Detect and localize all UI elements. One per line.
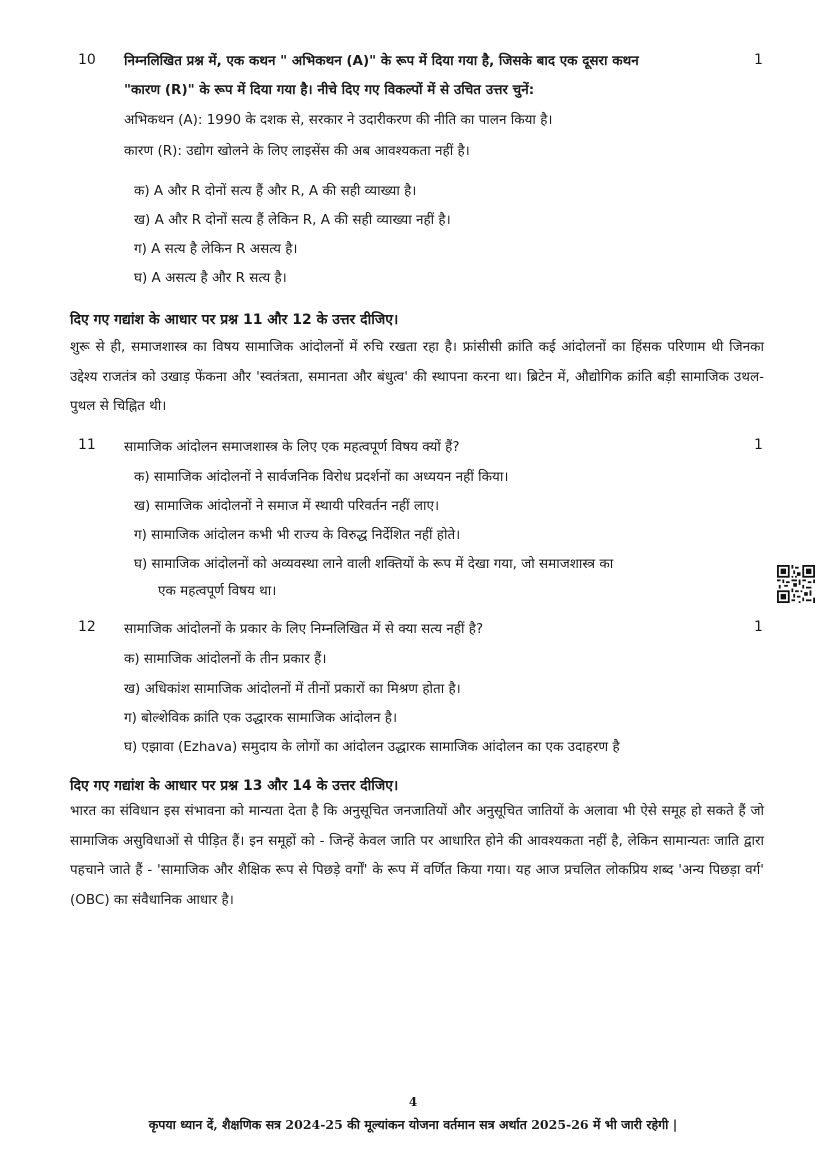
q12-question: सामाजिक आंदोलनों के प्रकार के लिए निम्नलिखित में से क्या सत्य नहीं है? [124,621,484,637]
q12-option-c: ग) बोल्शेविक क्रांति एक उद्धारक सामाजिक आंदोलन है। [124,710,398,726]
q10-option-b: ख) A और R दोनों सत्य हैं लेकिन R, A की सही व्याख्या नहीं है। [134,212,451,228]
question-number: 12 [78,619,96,635]
q10-instruction-line1: निम्नलिखित प्रश्न में, एक कथन " अभिकथन (A)" के रूप में दिया गया है, जिसके बाद एक दूसरा कथन [124,53,639,69]
question-marks: 1 [754,52,763,68]
question-number: 10 [78,52,96,68]
q12-option-b: ख) अधिकांश सामाजिक आंदोलनों में तीनों प्रकारों का मिश्रण होता है। [124,681,461,697]
q11-option-a: क) सामाजिक आंदोलनों ने सार्वजनिक विरोध प्रदर्शनों का अध्ययन नहीं किया। [134,469,509,485]
question-marks: 1 [754,619,763,635]
q11-option-c: ग) सामाजिक आंदोलन कभी भी राज्य के विरुद्ध निर्देशित नहीं होते। [134,527,461,543]
question-number: 11 [78,437,96,453]
q11-question: सामाजिक आंदोलन समाजशास्त्र के लिए एक महत्वपूर्ण विषय क्यों हैं? [124,439,460,455]
passage1-heading: दिए गए गद्यांश के आधार पर प्रश्न 11 और 12 के उत्तर दीजिए। [70,312,399,328]
q10-option-c: ग) A सत्य है लेकिन R असत्य है। [134,241,298,257]
question-marks: 1 [754,437,763,453]
q11-option-b: ख) सामाजिक आंदोलनों ने समाज में स्थायी परिवर्तन नहीं लाए। [134,498,440,514]
passage1-text: शुरू से ही, समाजशास्त्र का विषय सामाजिक आंदोलनों में रुचि रखता रहा है। फ्रांसीसी क्रांति कई आंदोलनों का हिंसक परिणाम थी जिनका उद्देश्य राजतंत्र को उखाड़ फेंकना और 'स्वतंत्रता, समानता और बंधुत्व' की स्थापना करना था। ब्रिटेन में, औद्योगिक क्रांति बड़ी सामाजिक उथल-पुथल से चिह्नित थी। [70,339,764,415]
q10-option-a: क) A और R दोनों सत्य हैं और R, A की सही व्याख्या है। [134,183,417,199]
q10-instruction-line2: "कारण (R)" के रूप में दिया गया है। नीचे दिए गए विकल्पों में से उचित उत्तर चुनें: [124,82,535,98]
qr-code [777,565,815,603]
q12-option-a: क) सामाजिक आंदोलनों के तीन प्रकार हैं। [124,651,327,667]
footer-note: कृपया ध्यान दें, शैक्षणिक सत्र 2024-25 की मूल्यांकन योजना वर्तमान सत्र अर्थात 2025-26 में भी जारी रहेगी | [148,1117,678,1132]
q11-option-d-continued: एक महत्वपूर्ण विषय था। [158,583,277,599]
passage2-text: भारत का संविधान इस संभावना को मान्यता देता है कि अनुसूचित जनजातियों और अनुसूचित जातियों के अलावा भी ऐसे समूह हो सकते हैं जो सामाजिक असुविधाओं से पीड़ित हैं। इन समूहों को - जिन्हें केवल जाति पर आधारित होने की आवश्यकता नहीं है, लेकिन सामान्यतः जाति द्वारा पहचाने जाते हैं - 'सामाजिक और शैक्षिक रूप से पिछड़े वर्गों' के रूप में वर्णित किया गया। यह आज प्रचलित लोकप्रिय शब्द 'अन्य पिछड़ा वर्ग' (OBC) का संवैधानिक आधार है। [70,803,764,909]
q10-reason: कारण (R): उद्योग खोलने के लिए लाइसेंस की अब आवश्यकता नहीं है। [124,143,470,159]
q10-option-d: घ) A असत्य है और R सत्य है। [134,270,287,286]
q11-option-d: घ) सामाजिक आंदोलनों को अव्यवस्था लाने वाली शक्तियों के रूप में देखा गया, जो समाजशास्त्र का [134,556,614,572]
page-number: 4 [408,1095,418,1109]
q12-option-d: घ) एझावा (Ezhava) समुदाय के लोगों का आंदोलन उद्धारक सामाजिक आंदोलन का एक उदाहरण है [124,739,620,755]
q10-assertion: अभिकथन (A): 1990 के दशक से, सरकार ने उदारीकरण की नीति का पालन किया है। [124,112,553,128]
passage2-heading: दिए गए गद्यांश के आधार पर प्रश्न 13 और 14 के उत्तर दीजिए। [70,778,399,794]
